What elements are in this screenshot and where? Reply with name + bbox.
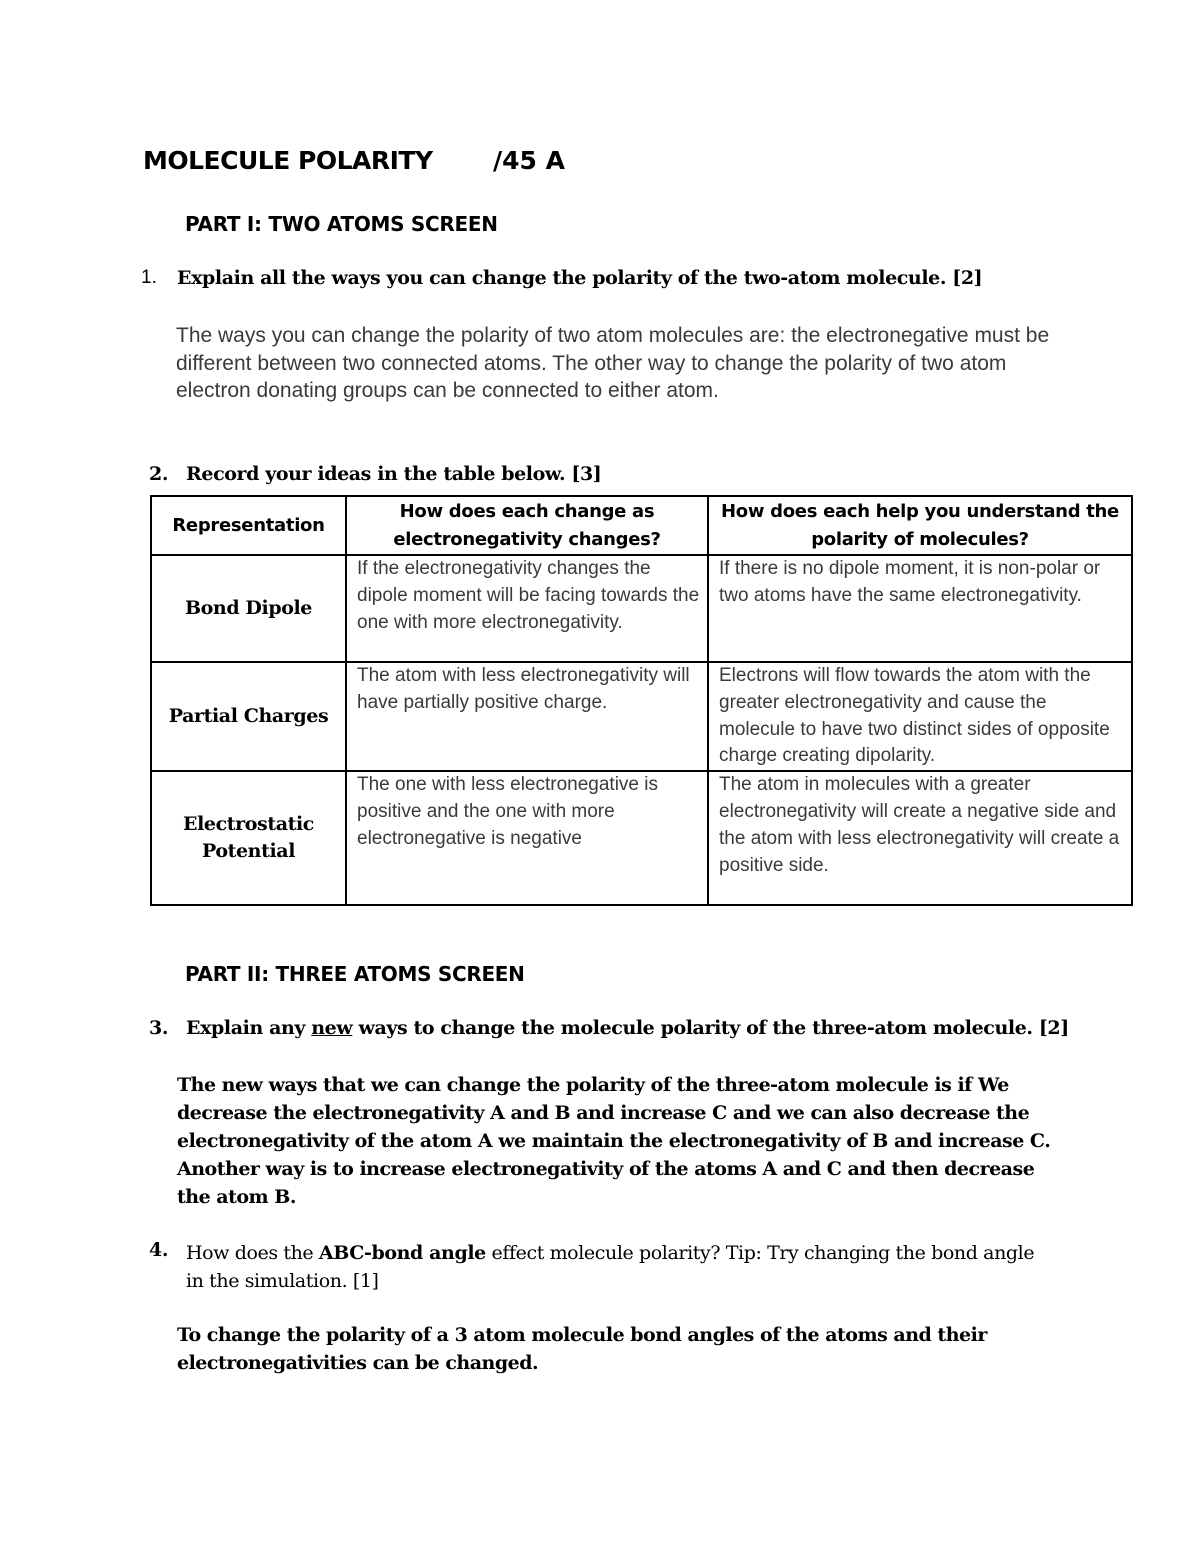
ideas-table <box>150 495 1133 906</box>
cell-partial-charges-change: The atom with less electronegativity will have partially positive charge. <box>346 662 708 771</box>
question-1 <box>141 267 157 289</box>
question-1-number: 1. <box>141 267 157 288</box>
question-3-text <box>186 1017 1146 1039</box>
question-3-pre: Explain any <box>186 1017 312 1039</box>
question-4-number: 4. <box>149 1239 169 1261</box>
table-row <box>151 771 1132 905</box>
cell-partial-charges-understand: Electrons will flow towards the atom with the greater electronegativity and cause the molecule to have two distinct sides of opposite charge creating dipolarity. <box>708 662 1132 771</box>
question-1-text <box>177 267 1137 289</box>
table-row <box>151 662 1132 771</box>
cell-bond-dipole-change: If the electronegativity changes the dipole moment will be facing towards the one with more electronegativity. <box>346 555 708 662</box>
question-4-post: effect molecule polarity? Tip: Try changing the bond angle in the simulation. [1] <box>186 1242 1035 1292</box>
question-1-pre: Explain <box>177 267 261 289</box>
row-label-electrostatic-potential: Electrostatic Potential <box>151 771 346 905</box>
cell-electrostatic-understand: The atom in molecules with a greater electronegativity will create a negative side and the atom with less electronegativity will create a positive side. <box>708 771 1132 905</box>
question-4-pre: How does the <box>186 1242 319 1264</box>
question-2-text: Record your ideas in the table below. [3] <box>186 463 602 485</box>
table-row <box>151 555 1132 662</box>
part-2-heading: PART II: THREE ATOMS SCREEN <box>185 962 525 986</box>
question-3-number: 3. <box>149 1017 169 1039</box>
question-2-number: 2. <box>149 463 169 485</box>
header-representation: Representation <box>151 496 346 555</box>
score-label: /45 A <box>493 146 565 175</box>
answer-1: The ways you can change the polarity of two atom molecules are: the electronegative must be different between two connected atoms. The other way to change the polarity of two atom electron donating groups can be connected to either atom. <box>176 324 1050 402</box>
row-label-bond-dipole: Bond Dipole <box>151 555 346 662</box>
document-title: MOLECULE POLARITY <box>143 146 433 175</box>
part-1-heading: PART I: TWO ATOMS SCREEN <box>185 212 498 236</box>
header-change: How does each change as electronegativity changes? <box>346 496 708 555</box>
table-header-row <box>151 496 1132 555</box>
answer-4: To change the polarity of a 3 atom molecule bond angles of the atoms and their electronegativities can be changed. <box>177 1324 987 1374</box>
cell-bond-dipole-understand: If there is no dipole moment, it is non-polar or two atoms have the same electronegativity. <box>708 555 1132 662</box>
row-label-partial-charges: Partial Charges <box>151 662 346 771</box>
question-1-emphasis: all the ways <box>260 267 381 289</box>
question-4-emphasis: ABC-bond angle <box>318 1242 486 1264</box>
question-3-post: ways to change the molecule polarity of the three-atom molecule. [2] <box>352 1017 1069 1039</box>
header-understand: How does each help you understand the polarity of molecules? <box>708 496 1132 555</box>
answer-3: The new ways that we can change the polarity of the three-atom molecule is if We decrease the electronegativity A and B and increase C and we can also decrease the electronegativity of the atom A we maintain the electronegativity of B and increase C. Another way is to increase electronegativity of the atoms A and C and then decrease the atom B. <box>177 1074 1051 1208</box>
cell-electrostatic-change: The one with less electronegative is positive and the one with more electronegative is negative <box>346 771 708 905</box>
question-1-post: you can change the polarity of the two-atom molecule. [2] <box>380 267 983 289</box>
question-3-underlined: new <box>311 1017 353 1039</box>
question-4-text <box>186 1239 1056 1295</box>
